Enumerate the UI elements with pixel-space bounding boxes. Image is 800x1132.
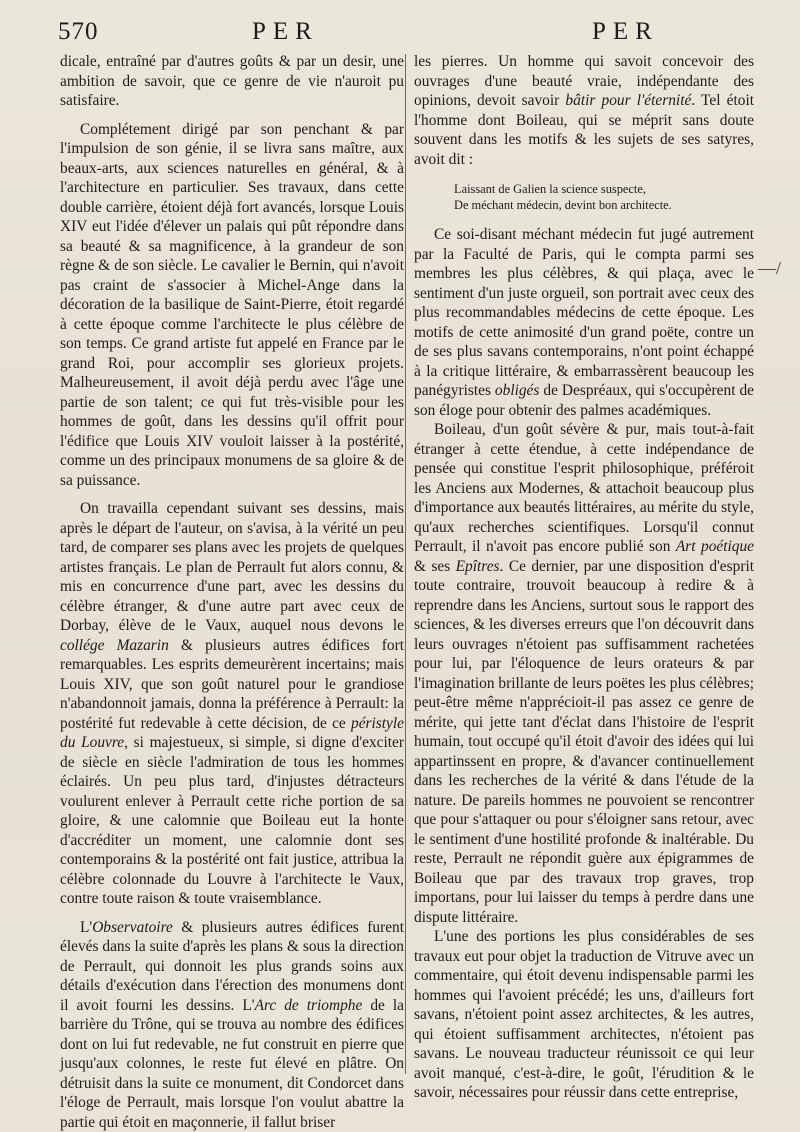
paragraph: L'une des portions les plus considérables de ses travaux eut pour objet la traduction de Vitruve avec un commentaire, qui étoit devenu indispensable parmi les hommes qui l'avoient précédé; les uns, d'ailleurs fort savans, n'étoient point assez architectes, & les autres, qui étoient suffisamment architectes, n'étoient pas savans. Le nouveau traducteur réunissoit ce qui leur avoit manqué, c'est-à-dire, le goût, l'érudition & le savoir, nécessaires pour réussir dans cette entreprise, [414, 927, 754, 1103]
margin-annotation-mark: —/ [758, 258, 781, 279]
italic-term: Observatoire [92, 919, 173, 936]
italic-term: Arc de triomphe [255, 997, 363, 1014]
page-number: 570 [58, 18, 99, 46]
italic-term: collége Mazarin [60, 637, 169, 654]
paragraph: L'Observatoire & plusieurs autres édifices furent élevés dans la suite d'après les plans & sous la direction de Perrault, qui donnoit les plus grands soins aux détails d'exécution dans l'érection des monumens dont il avoit fourni les dessins. L'Arc de triomphe de la barrière du Trône, qui se trouva au nombre des édifices dont on lui fut redevable, ne fut construit en pierre que jusqu'aux colonnes, le reste fut élevé en plâtre. On détruisit dans la suite ce monument, dit Condorcet dans l'éloge de Perrault, mais lorsque l'on voulut abattre la partie qui étoit en maçonnerie, il fallut briser [60, 918, 404, 1132]
paragraph: dicale, entraîné par d'autres goûts & par un desir, une ambition de savoir, que ce genre de vie n'auroit pu satisfaire. [60, 52, 404, 111]
right-column [414, 52, 754, 1103]
verse-quote [454, 181, 754, 213]
italic-term: bâtir pour l'éternité [565, 92, 691, 109]
running-head-left: PER [252, 18, 319, 46]
left-column [60, 52, 404, 1132]
italic-term: obligés [495, 382, 539, 399]
paragraph: On travailla cependant suivant ses dessins, mais après le départ de l'auteur, on s'avisa, à la vérité un peu tard, de comparer ses plans avec les projets de quelques artistes français. Le plan de Perrault fut alors connu, & mis en concurrence d'une part, avec les dessins du célèbre étranger, & d'une autre part avec ceux de Dorbay, élève de le Vaux, auquel nous devons le collége Mazarin & plusieurs autres édifices fort remarquables. Les esprits demeurèrent incertains; mais Louis XIV, que son goût naturel pour le grandiose n'abandonnoit jamais, donna la préférence à Perrault: la postérité fut redevable à cette décision, de ce péristyle du Louvre, si majestueux, si simple, si digne d'exciter de siècle en siècle l'admiration de tous les hommes éclairés. Un peu plus tard, d'injustes détracteurs voulurent enlever à Perrault cette riche portion de sa gloire, & une calomnie que Boileau eut la honte d'accréditer un moment, une calomnie dont ses contemporains & la postérité ont fait justice, attribua la célèbre colonnade du Louvre à l'architecte le Vaux, contre toute raison & toute vraisemblance. [60, 499, 404, 909]
italic-term: Art poétique [676, 538, 754, 555]
paragraph: Boileau, d'un goût sévère & pur, mais tout-à-fait étranger à cette étendue, à cette indépendance de pensée qui constitue l'esprit philosophique, préféroit les Anciens aux Modernes, & attachoit beaucoup plus d'importance aux beautés littéraires, au mérite du style, qu'aux recherches scientifiques. Lorsqu'il connut Perrault, il n'avoit pas encore publié son Art poétique & ses Epîtres. Ce dernier, par une disposition d'esprit toute contraire, trouvoit beaucoup à redire & à reprendre dans les Anciens, surtout sous le rapport des sciences, & les diverses erreurs que l'on découvrit dans leurs ouvrages n'étoient pas suffisamment rachetées pour lui, par l'éloquence de leurs orateurs & par l'imagination brillante de leurs poëtes les plus célèbres; peut-être même n'apprécioit-il pas assez ce genre de mérite, qui jette tant d'éclat dans l'histoire de l'esprit humain, tout occupé qu'il étoit d'avoir des idées qui lui appartinssent en propre, & d'avancer continuellement dans les recherches de la vérité & dans l'étude de la nature. De pareils hommes ne pouvoient se rencontrer que pour s'attaquer ou pour s'éloigner sans retour, avec le sentiment d'une hostilité profonde & inaltérable. Du reste, Perrault ne répondit guère aux épigrammes de Boileau que par des travaux trop graves, trop importans, pour lui laisser du temps à perdre dans une dispute littéraire. [414, 420, 754, 927]
verse-line: De méchant médecin, devint bon architecte. [454, 197, 754, 213]
italic-term: péristyle du Louvre [60, 715, 404, 752]
paragraph: Complétement dirigé par son penchant & par l'impulsion de son génie, il se livra sans maître, aux beaux-arts, aux sciences naturelles en général, & à l'architecture en particulier. Ses travaux, dans cette double carrière, étoient déjà fort avancés, lorsque Louis XIV eut l'idée d'élever un palais qui pût répondre dans sa beauté & sa magnificence, à la grandeur de son règne & de son siècle. Le cavalier le Bernin, qui n'avoit pas craint de s'associer à Michel-Ange dans la décoration de la basilique de Saint-Pierre, étoit regardé à cette époque comme l'architecte le plus célèbre de son temps. Ce grand artiste fut appelé en France par le grand Roi, pour accomplir ses glorieux projets. Malheureusement, il avoit déjà perdu avec l'âge une partie de son talent; ce qui fut très-visible pour les hommes de goût, dans les dessins qu'il offrit pour l'édifice que Louis XIV vouloit laisser à la postérité, comme un des principaux monumens de sa gloire & de sa puissance. [60, 120, 404, 491]
page-header [52, 12, 756, 48]
paragraph: Ce soi-disant méchant médecin fut jugé autrement par la Faculté de Paris, qui le compta parmi ses membres les plus célèbres, & qui plaça, avec le sentiment d'un juste orgueil, son portrait avec ceux des plus recommandables médecins de cette époque. Les motifs de cette animosité d'un grand poëte, contre un de ses plus savans contemporains, n'ont point échappé à la critique littéraire, & embarrassèrent beaucoup les panégyristes obligés de Despréaux, qui s'occupèrent de son éloge pour obtenir des palmes académiques. [414, 225, 754, 420]
italic-term: Epîtres [456, 558, 500, 575]
paragraph: les pierres. Un homme qui savoit concevoir des ouvrages d'une beauté vraie, indépendante des opinions, devoit savoir bâtir pour l'éternité. Tel étoit l'homme dont Boileau, qui se méprit sans doute souvent dans les motifs & les sujets de ses satyres, avoit dit : [414, 52, 754, 169]
column-divider [405, 54, 406, 1074]
verse-line: Laissant de Galien la science suspecte, [454, 181, 754, 197]
running-head-right: PER [592, 18, 659, 46]
